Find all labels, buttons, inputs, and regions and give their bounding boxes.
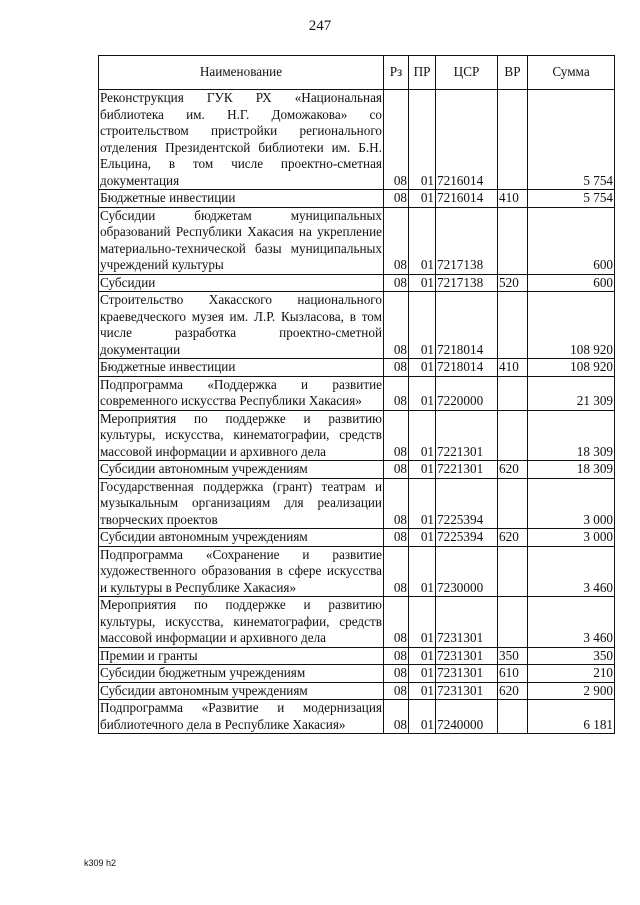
- cell-sum: 108 920: [528, 292, 615, 359]
- cell-vr: [498, 207, 528, 274]
- cell-sum: 2 900: [528, 682, 615, 700]
- cell-csr: 7231301: [436, 647, 498, 665]
- cell-rz: 08: [384, 682, 409, 700]
- cell-name: Субсидии бюджетным учреждениям: [99, 665, 384, 683]
- cell-csr: 7217138: [436, 207, 498, 274]
- cell-pr: 01: [409, 597, 436, 648]
- cell-csr: 7217138: [436, 274, 498, 292]
- cell-csr: 7221301: [436, 410, 498, 461]
- cell-pr: 01: [409, 478, 436, 529]
- cell-sum: 6 181: [528, 700, 615, 734]
- cell-csr: 7216014: [436, 190, 498, 208]
- cell-name: Субсидии автономным учреждениям: [99, 461, 384, 479]
- cell-sum: 108 920: [528, 359, 615, 377]
- cell-rz: 08: [384, 529, 409, 547]
- cell-name: Подпрограмма «Поддержка и развитие современного искусства Республики Хакасия»: [100, 376, 382, 408]
- cell-pr: 01: [409, 376, 436, 410]
- cell-name: Мероприятия по поддержке и развитию культуры, искусства, кинематографии, средств массовой информации и архивного дела: [100, 597, 382, 645]
- cell-rz: 08: [384, 410, 409, 461]
- header-vr: ВР: [498, 56, 528, 90]
- table-header-row: [99, 56, 615, 90]
- cell-vr: 620: [498, 461, 528, 479]
- table-row: [99, 529, 615, 547]
- page-number: 247: [308, 18, 332, 34]
- table-body: [99, 90, 615, 734]
- cell-name: Бюджетные инвестиции: [99, 359, 384, 377]
- cell-sum: 21 309: [528, 376, 615, 410]
- cell-csr: 7230000: [436, 546, 498, 597]
- cell-rz: 08: [384, 647, 409, 665]
- header-sum: Сумма: [528, 56, 615, 90]
- header-csr: ЦСР: [436, 56, 498, 90]
- cell-rz: 08: [384, 700, 409, 734]
- cell-pr: 01: [409, 682, 436, 700]
- cell-rz: 08: [384, 207, 409, 274]
- table-row: [99, 546, 615, 597]
- cell-pr: 01: [409, 461, 436, 479]
- cell-pr: 01: [409, 359, 436, 377]
- cell-pr: 01: [409, 647, 436, 665]
- cell-rz: 08: [384, 665, 409, 683]
- cell-sum: 18 309: [528, 410, 615, 461]
- table-row: [99, 700, 615, 734]
- header-name: Наименование: [99, 56, 384, 90]
- cell-sum: 5 754: [528, 190, 615, 208]
- cell-csr: 7240000: [436, 700, 498, 734]
- cell-pr: 01: [409, 546, 436, 597]
- cell-sum: 3 000: [528, 478, 615, 529]
- cell-vr: 350: [498, 647, 528, 665]
- cell-name: Реконструкция ГУК РХ «Национальная библиотека им. Н.Г. Доможакова» со строительством пристройки регионального отделения Президентской библиотеки им. Б.Н. Ельцина, в том числе проектно-сметная документация: [100, 90, 382, 188]
- cell-rz: 08: [384, 461, 409, 479]
- table-row: [99, 274, 615, 292]
- cell-name: Подпрограмма «Развитие и модернизация библиотечного дела в Республике Хакасия»: [100, 700, 382, 732]
- cell-sum: 600: [528, 207, 615, 274]
- table-row: [99, 359, 615, 377]
- footer-code: k309 h2: [84, 858, 117, 868]
- cell-csr: 7231301: [436, 597, 498, 648]
- cell-sum: 3 000: [528, 529, 615, 547]
- table-row: [99, 410, 615, 461]
- cell-csr: 7216014: [436, 90, 498, 190]
- cell-csr: 7231301: [436, 682, 498, 700]
- cell-vr: [498, 597, 528, 648]
- cell-vr: 620: [498, 682, 528, 700]
- cell-name: Подпрограмма «Сохранение и развитие художественного образования в сфере искусства и культуры в Республике Хакасия»: [100, 546, 382, 595]
- table-row: [99, 90, 615, 190]
- cell-sum: 210: [528, 665, 615, 683]
- table-row: [99, 597, 615, 648]
- cell-rz: 08: [384, 478, 409, 529]
- cell-pr: 01: [409, 207, 436, 274]
- cell-vr: 620: [498, 529, 528, 547]
- cell-rz: 08: [384, 376, 409, 410]
- cell-vr: 520: [498, 274, 528, 292]
- table-row: [99, 478, 615, 529]
- cell-name: Субсидии бюджетам муниципальных образований Республики Хакасия на укрепление материально-технической базы муниципальных учреждений культуры: [100, 207, 382, 272]
- budget-table: [98, 55, 615, 734]
- cell-name: Мероприятия по поддержке и развитию культуры, искусства, кинематографии, средств массовой информации и архивного дела: [100, 410, 382, 459]
- cell-vr: [498, 546, 528, 597]
- table-row: [99, 665, 615, 683]
- table-row: [99, 207, 615, 274]
- cell-pr: 01: [409, 529, 436, 547]
- cell-pr: 01: [409, 274, 436, 292]
- header-rz: Рз: [384, 56, 409, 90]
- cell-vr: [498, 292, 528, 359]
- cell-sum: 350: [528, 647, 615, 665]
- cell-sum: 3 460: [528, 546, 615, 597]
- cell-name: Премии и гранты: [99, 647, 384, 665]
- cell-sum: 3 460: [528, 597, 615, 648]
- cell-rz: 08: [384, 597, 409, 648]
- cell-vr: [498, 376, 528, 410]
- cell-pr: 01: [409, 410, 436, 461]
- table-row: [99, 376, 615, 410]
- cell-name: Субсидии: [99, 274, 384, 292]
- cell-name: Субсидии автономным учреждениям: [99, 682, 384, 700]
- cell-sum: 18 309: [528, 461, 615, 479]
- table-row: [99, 190, 615, 208]
- cell-name: Строительство Хакасского национального краеведческого музея им. Л.Р. Кызласова, в том числе разработка проектно-сметной документации: [100, 292, 382, 357]
- cell-csr: 7221301: [436, 461, 498, 479]
- cell-vr: [498, 90, 528, 190]
- cell-name: Субсидии автономным учреждениям: [99, 529, 384, 547]
- cell-sum: 5 754: [528, 90, 615, 190]
- cell-pr: 01: [409, 190, 436, 208]
- cell-sum: 600: [528, 274, 615, 292]
- cell-rz: 08: [384, 90, 409, 190]
- cell-csr: 7218014: [436, 292, 498, 359]
- cell-csr: 7231301: [436, 665, 498, 683]
- header-pr: ПР: [409, 56, 436, 90]
- table-row: [99, 682, 615, 700]
- table-row: [99, 292, 615, 359]
- cell-csr: 7225394: [436, 529, 498, 547]
- cell-rz: 08: [384, 274, 409, 292]
- cell-vr: 610: [498, 665, 528, 683]
- cell-rz: 08: [384, 359, 409, 377]
- cell-vr: 410: [498, 359, 528, 377]
- cell-name: Бюджетные инвестиции: [99, 190, 384, 208]
- table-row: [99, 461, 615, 479]
- cell-rz: 08: [384, 292, 409, 359]
- cell-pr: 01: [409, 90, 436, 190]
- cell-vr: 410: [498, 190, 528, 208]
- cell-vr: [498, 410, 528, 461]
- cell-rz: 08: [384, 190, 409, 208]
- cell-pr: 01: [409, 292, 436, 359]
- cell-name: Государственная поддержка (грант) театрам и музыкальным организациям для реализации творческих проектов: [100, 478, 382, 527]
- cell-pr: 01: [409, 665, 436, 683]
- cell-rz: 08: [384, 546, 409, 597]
- cell-vr: [498, 700, 528, 734]
- cell-vr: [498, 478, 528, 529]
- cell-csr: 7218014: [436, 359, 498, 377]
- table-row: [99, 647, 615, 665]
- cell-csr: 7225394: [436, 478, 498, 529]
- cell-pr: 01: [409, 700, 436, 734]
- cell-csr: 7220000: [436, 376, 498, 410]
